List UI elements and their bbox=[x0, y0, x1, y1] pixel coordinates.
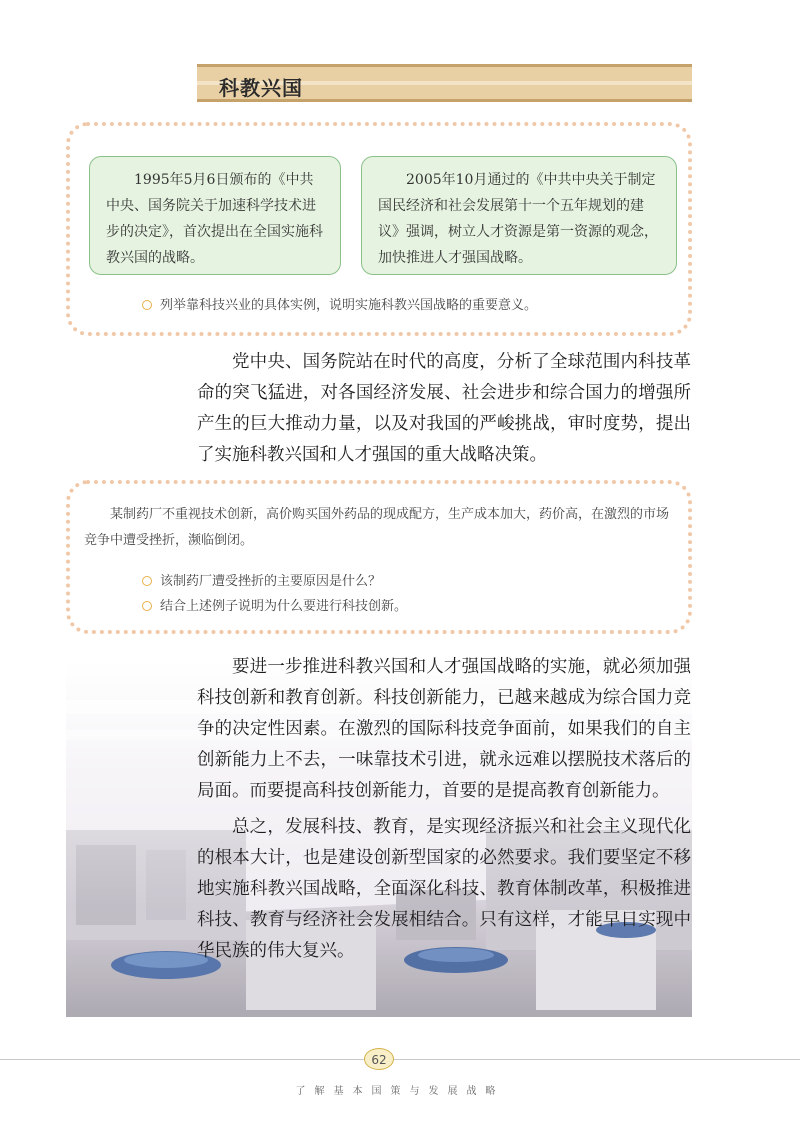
bullet-circle-icon bbox=[142, 601, 152, 611]
question-item-1 bbox=[142, 570, 381, 589]
task-item bbox=[142, 294, 537, 313]
body-paragraph-3: 总之，发展科技、教育，是实现经济振兴和社会主义现代化的根本大计，也是建设创新型国家的必然要求。我们要坚定不移地实施科教兴国战略，全面深化科技、教育体制改革，积极推进科技、教育与经济社会发展相结合。只有这样，才能早日实现中华民族的伟大复兴。 bbox=[197, 817, 691, 961]
case-text: 某制药厂不重视技术创新，高价购买国外药品的现成配方，生产成本加大，药价高，在激烈的市场竞争中遭受挫折，濒临倒闭。 bbox=[84, 507, 670, 548]
footer-rule bbox=[0, 1059, 800, 1060]
book-title: 了解基本国策与发展战略 bbox=[295, 1086, 505, 1097]
policy-card-2005: 2005年10月通过的《中共中央关于制定国民经济和社会发展第十一个五年规划的建议》强调，树立人才资源是第一资源的观念，加快推进人才强国战略。 bbox=[361, 156, 677, 275]
section-title: 科教兴国 bbox=[219, 76, 303, 100]
task-text: 列举靠科技兴业的具体实例，说明实施科教兴国战略的重要意义。 bbox=[160, 298, 538, 313]
question-text-2: 结合上述例子说明为什么要进行科技创新。 bbox=[160, 599, 408, 614]
section-header bbox=[197, 64, 692, 102]
bullet-circle-icon bbox=[142, 300, 152, 310]
body-paragraph-1: 党中央、国务院站在时代的高度，分析了全球范围内科技革命的突飞猛进，对各国经济发展、社会进步和综合国力的增强所产生的巨大推动力量，以及对我国的严峻挑战，审时度势，提出了实施科教兴国和人才强国的重大战略决策。 bbox=[197, 352, 691, 465]
question-item-2 bbox=[142, 595, 407, 614]
page-number: 62 bbox=[364, 1048, 394, 1070]
reference-box bbox=[66, 122, 692, 336]
body-paragraph-2: 要进一步推进科教兴国和人才强国战略的实施，就必须加强科技创新和教育创新。科技创新能力，已越来越成为综合国力竞争的决定性因素。在激烈的国际科技竞争面前，如果我们的自主创新能力上不去，一味靠技术引进，就永远难以摆脱技术落后的局面。而要提高科技创新能力，首要的是提高教育创新能力。 bbox=[197, 657, 691, 801]
question-text-1: 该制药厂遭受挫折的主要原因是什么？ bbox=[160, 574, 382, 589]
policy-card-1995: 1995年5月6日颁布的《中共中央、国务院关于加速科学技术进步的决定》，首次提出在全国实施科教兴国的战略。 bbox=[89, 156, 341, 275]
bullet-circle-icon bbox=[142, 576, 152, 586]
case-box bbox=[66, 480, 692, 634]
